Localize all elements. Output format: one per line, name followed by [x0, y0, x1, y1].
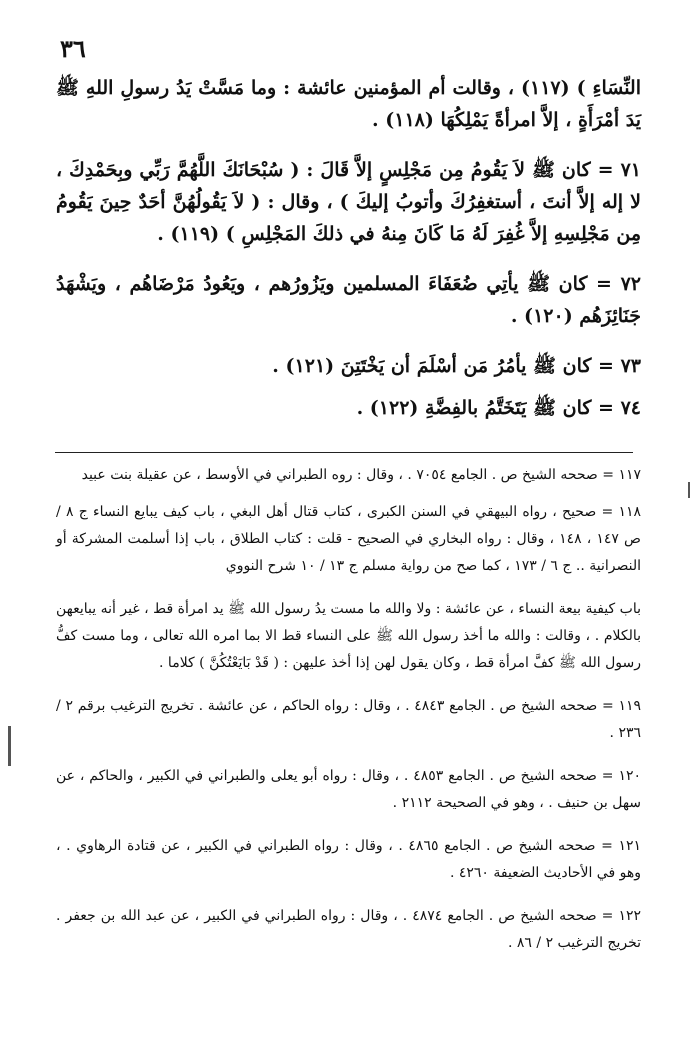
scan-edge-mark [8, 726, 11, 766]
hadith-paragraph-73: ٧٣ = كان ﷺ يأمُرُ مَن أسْلَمَ أن يَخْتَتِنَ (١٢١) . [272, 355, 641, 377]
hadith-paragraph-72: ٧٢ = كان ﷺ يأتِي ضُعَفَاءَ المسلمين ويَزُورُهم ، ويَعُودُ مَرْضَاهُم ، ويَشْهَدُ جَنَائِزَهُم (١٢٠) . [56, 273, 641, 327]
hadith-paragraph-continuation: النِّسَاءِ ) (١١٧) ، وقالت أم المؤمنين عائشة : وما مَسَّتْ يَدُ رسولِ اللهِ ﷺ يَدَ أمْرَأَةٍ ، إلاَّ امرأةً يَمْلِكُهَا (١١٨) . [56, 77, 641, 131]
main-text [56, 72, 641, 434]
hadith-paragraph-74: ٧٤ = كان ﷺ يَتَخَتَّمُ بالفِضَّةِ (١٢٢) . [356, 397, 641, 419]
footnote-117: ١١٧ = صححه الشيخ ص . الجامع ٧٠٥٤ . ، وقال : روه الطبراني في الأوسط ، عن عقيلة بنت عبيد [81, 467, 641, 483]
footnote-122: ١٢٢ = صححه الشيخ ص . الجامع ٤٨٧٤ . ، وقال : رواه الطبراني في الكبير ، عن عبد الله بن جعفر . تخريج الترغيب ٢ / ٨٦ . [56, 908, 642, 951]
scan-edge-mark [688, 482, 690, 498]
footnote-118-continuation: باب كيفية بيعة النساء ، عن عائشة : ولا والله ما مست يدُ رسول الله ﷺ يد امرأة قط ، غير أنه يبايعهن بالكلام . ، وقالت : والله ما أخذ رسول الله ﷺ على النساء قط الا بما امره الله تعالى ، وما مست كفُّ رسول الله ﷺ كفَّ امرأة قط ، وكان يقول لهن إذا أخذ عليهن : ( قَدْ بَايَعْتُكُنَّ ) كلاما . [56, 601, 641, 671]
footnote-121: ١٢١ = صححه الشيخ ص . الجامع ٤٨٦٥ . ، وقال : رواه الطبراني في الكبير ، عن قتادة الرهاوي . ، وهو في الأحاديث الضعيفة ٤٢٦٠ . [56, 838, 641, 881]
footnote-120: ١٢٠ = صححه الشيخ ص . الجامع ٤٨٥٣ . ، وقال : رواه أبو يعلى والطبراني في الكبير ، والحاكم ، عن سهل بن حنيف . ، وهو في الصحيحة ٢١١٢ . [56, 768, 641, 811]
footnotes [56, 462, 641, 973]
page-number: ٣٦ [60, 34, 86, 63]
footnote-divider [55, 452, 633, 453]
hadith-paragraph-71: ٧١ = كان ﷺ لاَ يَقُومُ مِن مَجْلِسٍ إلاَّ قَالَ : ( سُبْحَانَكَ اللَّهُمَّ رَبِّي وبِحَمْدِكَ ، لا إله إلاَّ أنتَ ، أستغفِرُكَ وأتوبُ إليكَ ) ، وقال : ( لاَ يَقُولُهُنَّ أحَدٌ حِينَ يَقُومُ مِن مَجْلِسِهِ إلاَّ غُفِرَ لَهُ مَا كَانَ مِنهُ في ذلكَ المَجْلِسِ ) (١١٩) . [56, 159, 641, 245]
footnote-119: ١١٩ = صححه الشيخ ص . الجامع ٤٨٤٣ . ، وقال : رواه الحاكم ، عن عائشة . تخريج الترغيب برقم ٢ / ٢٣٦ . [56, 698, 641, 741]
footnote-118: ١١٨ = صحيح ، رواه البيهقي في السنن الكبرى ، كتاب قتال أهل البغي ، باب كيف يبايع النساء ج ٨ / ص ١٤٧ ، ١٤٨ ، وقال : رواه البخاري في الصحيح - قلت : كتاب الطلاق ، باب إذا أسلمت المشركة أو النصرانية .. ج ٦ / ١٧٣ ، كما صح من رواية مسلم ج ١٣ / ١٠ شرح النووي [56, 504, 641, 574]
